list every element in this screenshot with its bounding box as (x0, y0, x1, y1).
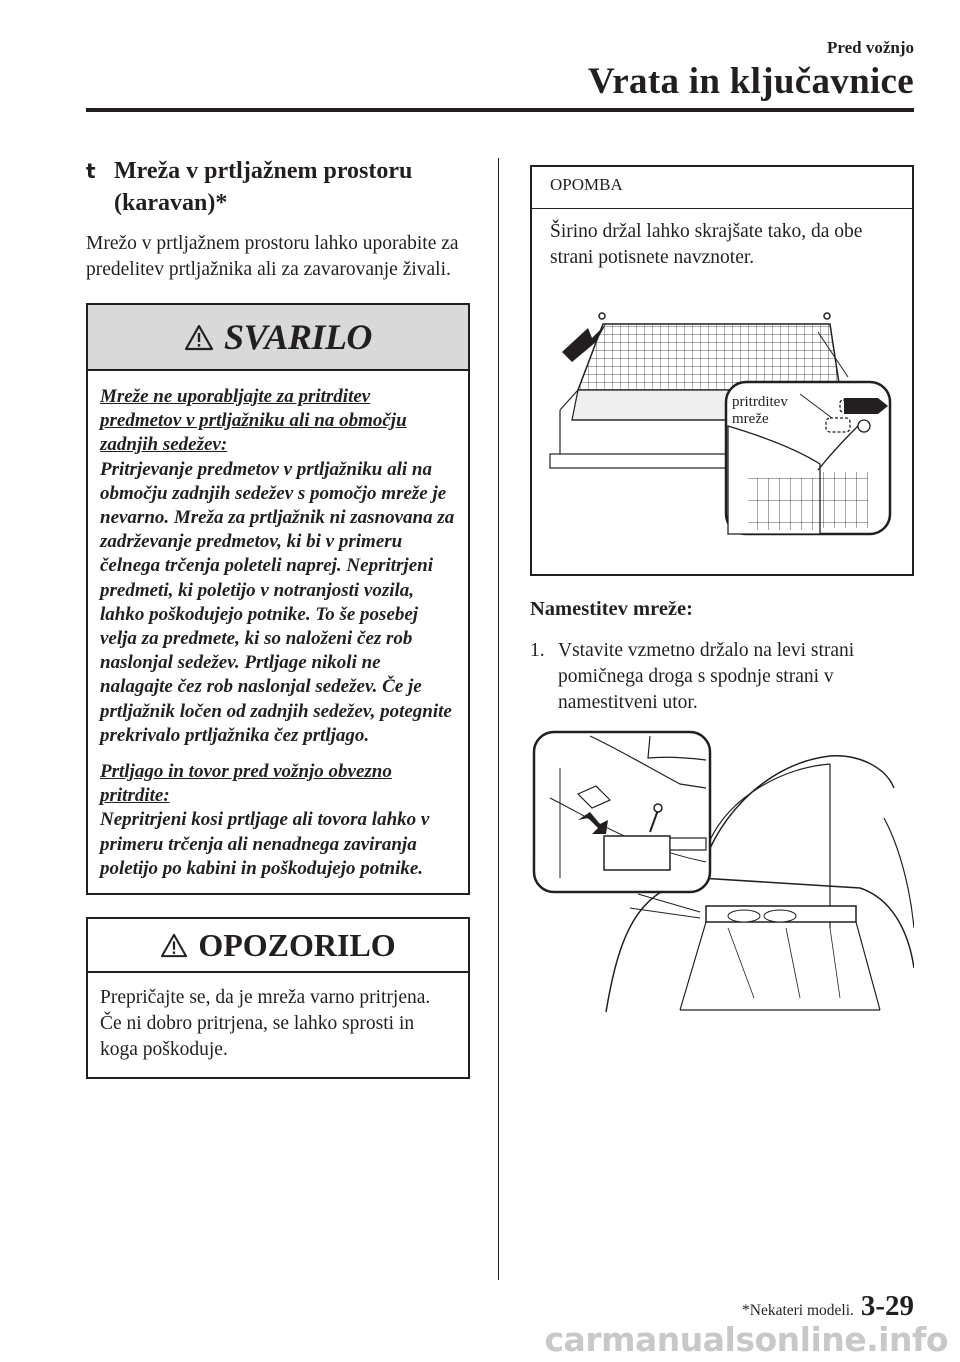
warning-triangle-icon (184, 324, 214, 351)
column-divider (498, 158, 499, 1280)
figure-label-net-mount-line2: mreže (732, 411, 769, 427)
caution-header (88, 919, 468, 973)
section-intro: Mrežo v prtljažnem prostoru lahko uporabite za predelitev prtljažnika ali za zavarovanje živali. (86, 233, 459, 280)
warning-title: SVARILO (224, 317, 372, 357)
warning-p1-text: Pritrjevanje predmetov v prtljažniku ali na območju zadnjih sedežev s pomočjo mreže je nevarno. Mreža za prtljažnik ni zasnovana za zadrževanje predmetov, ki bi v primeru čelnega trčenja poleteli naprej. Nepritrjeni predmeti, ki poletijo v notranjosti vozila, lahko poškodujejo potnike. To še posebej velja za predmete, ki so naloženi čez rob naslonjal sedežev. Prtljage nikoli ne nalagajte čez rob naslonjal sedežev. Če je prtljažnik ločen od zadnjih sedežev, potegnite prekrivalo prtljažnika čez prtljago. (100, 458, 455, 746)
header-rule (86, 108, 914, 112)
note-text: Širino držal lahko skrajšate tako, da obe strani potisnete navznoter. (550, 221, 863, 268)
section-heading-line2: (karavan)* (114, 190, 228, 216)
caution-text: Prepričajte se, da je mreža varno pritrjena. Če ni dobro pritrjena, se lahko sprosti in koga poškoduje. (100, 987, 431, 1061)
figure-label-net-mount-line1: pritrditev (732, 394, 788, 410)
section-bullet: t (86, 159, 96, 183)
section-heading-line1: Mreža v prtljažnem prostoru (114, 158, 413, 184)
left-holder-pin-icon (599, 313, 605, 319)
chapter-label: Pred vožnjo (826, 38, 914, 57)
page-number: 3-29 (860, 1290, 914, 1322)
warning-box (86, 303, 470, 895)
warning-header (88, 305, 468, 371)
net-install-illustration (530, 728, 914, 1018)
site-watermark: carmanualsonline.info (544, 1320, 948, 1359)
step-text: Vstavite vzmetno držalo na levi strani pomičnega droga s spodnje strani v namestitveni utor. (558, 640, 855, 713)
procedure-step-1 (530, 638, 914, 716)
net-width-illustration (548, 302, 894, 542)
warning-p2-text: Nepritrjeni kosi prtljage ali tovora lahko v primeru trčenja ali nenadnega zaviranja poletijo po kabini in poškodujejo potnike. (100, 809, 430, 879)
section-heading (86, 155, 470, 219)
caution-title: OPOZORILO (198, 926, 396, 963)
procedure-title: Namestitev mreže: (530, 598, 693, 620)
note-title: OPOMBA (532, 167, 912, 209)
footnote: *Nekateri modeli. (742, 1302, 854, 1319)
left-column (86, 155, 470, 1079)
warning-p1-heading: Mreže ne uporabljajte za pritrditev predmetov v prtljažniku ali na območju zadnjih sedežev: (100, 386, 407, 456)
caution-triangle-icon (160, 933, 188, 958)
caution-box (86, 917, 470, 1079)
warning-p2-heading: Prtljago in tovor pred vožnjo obvezno pritrdite: (100, 761, 392, 807)
right-holder-pin-icon (824, 313, 830, 319)
page-section-title: Vrata in ključavnice (588, 61, 914, 102)
step-number: 1. (530, 640, 545, 661)
warning-body (88, 371, 468, 893)
cargo-net-mesh (578, 324, 840, 390)
